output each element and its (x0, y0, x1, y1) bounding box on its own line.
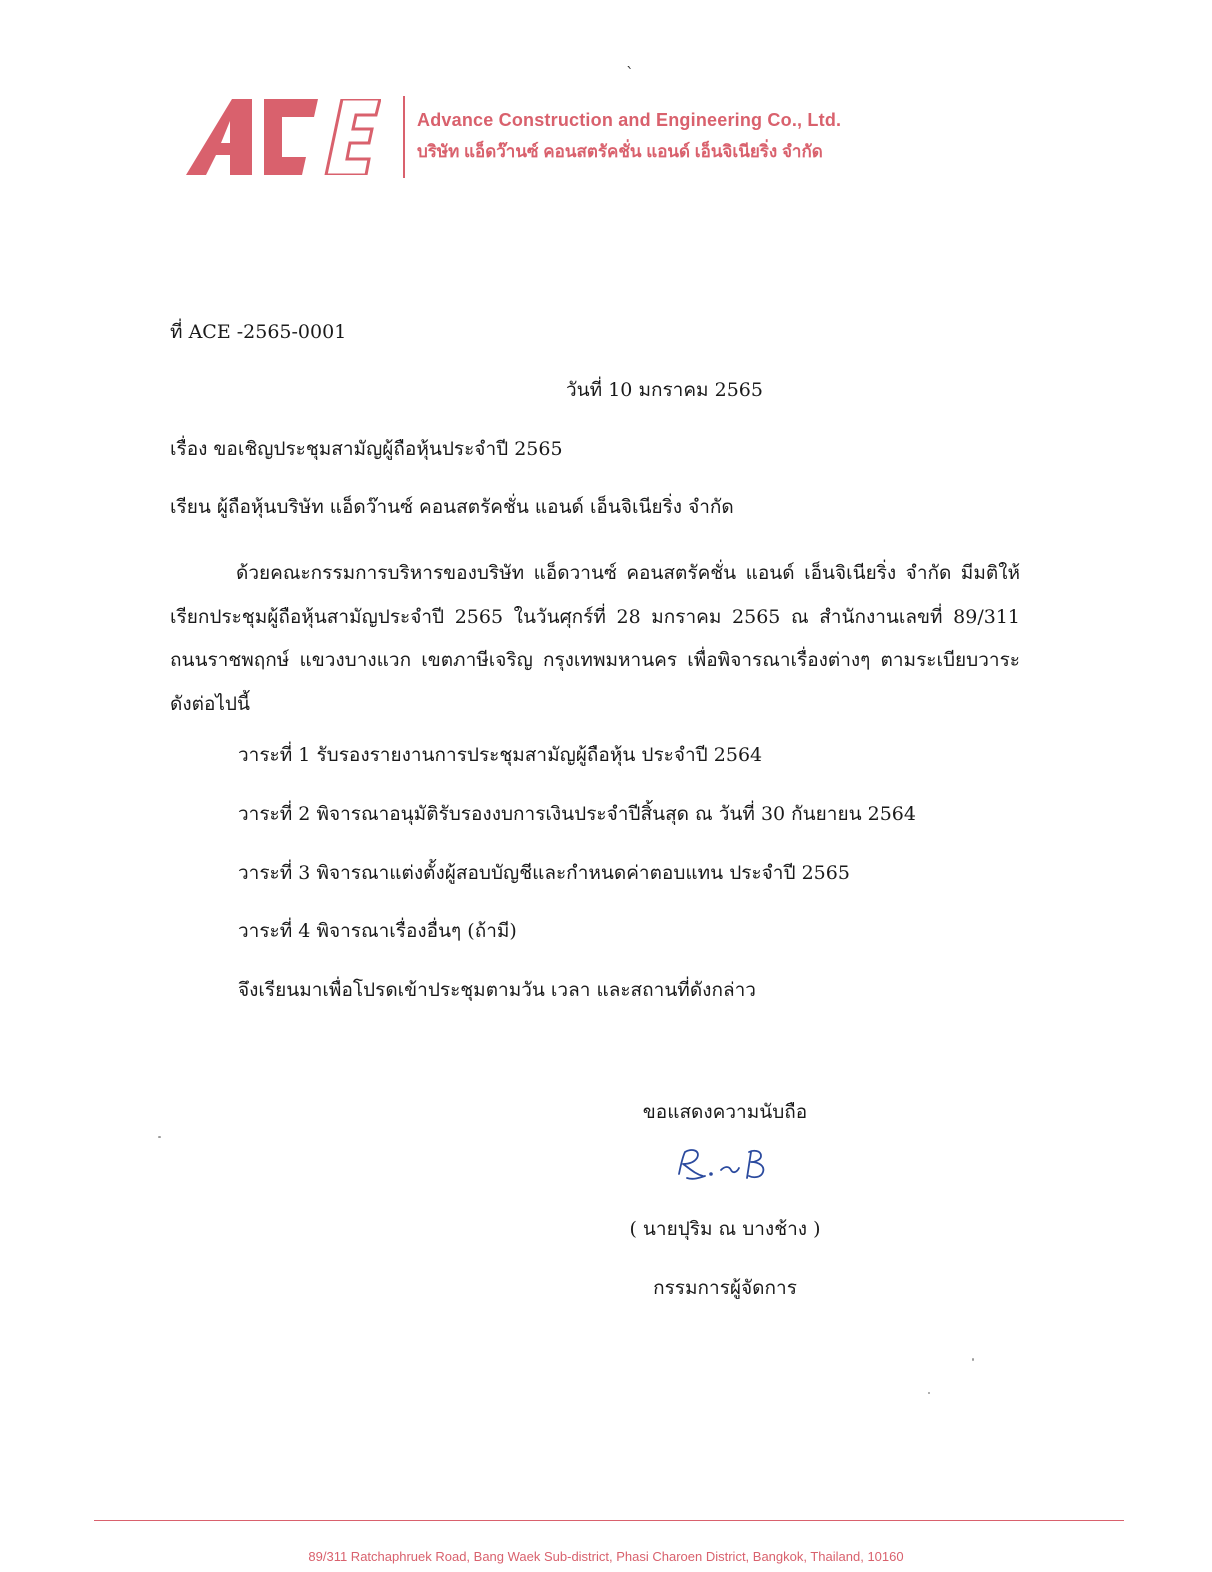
reference-number: ที่ ACE -2565-0001 (170, 321, 347, 343)
agenda-item: วาระที่ 3 พิจารณาแต่งตั้งผู้สอบบัญชีและกำหนดค่าตอบแทน ประจำปี 2565 (238, 862, 850, 884)
footer-address: 89/311 Ratchaphruek Road, Bang Waek Sub-district, Phasi Charoen District, Bangkok, Thailand, 10160 (308, 1549, 904, 1564)
signer-title: กรรมการผู้จัดการ (653, 1277, 797, 1299)
agenda-item: วาระที่ 2 พิจารณาอนุมัติรับรองงบการเงินประจำปีสิ้นสุด ณ วันที่ 30 กันยายน 2564 (238, 803, 916, 825)
footer-divider (94, 1520, 1124, 1521)
handwritten-signature (600, 1140, 850, 1190)
letterhead-text (417, 110, 841, 165)
letterhead-divider (403, 96, 405, 178)
company-name-th: บริษัท แอ็ดว๊านซ์ คอนสตรัคชั่น แอนด์ เอ็นจิเนียริ่ง จำกัด (417, 141, 823, 161)
complimentary-close: ขอแสดงความนับถือ (642, 1101, 808, 1123)
body-text: ด้วยคณะกรรมการบริหารของบริษัท แอ็ดวานซ์ คอนสตรัคชั่น แอนด์ เอ็นจิเนียริ่ง จำกัด มีมติให้เรียกประชุมผู้ถือหุ้นสามัญประจำปี 2565 ในวันศุกร์ที่ 28 มกราคม 2565 ณ สำนักงานเลขที่ 89/311 ถนนราชพฤกษ์ แขวงบางแวก เขตภาษีเจริญ กรุงเทพมหานคร เพื่อพิจารณาเรื่องต่างๆ ตามระเบียบวาระดังต่อไปนี้ (170, 562, 1020, 715)
signer-name: ( นายปุริม ณ บางช้าง ) (629, 1218, 821, 1240)
stray-mark: ˋ (626, 64, 634, 83)
signature-icon (665, 1140, 785, 1190)
agenda-item: วาระที่ 4 พิจารณาเรื่องอื่นๆ (ถ้ามี) (238, 920, 517, 942)
letterhead (186, 92, 841, 182)
scan-speck (928, 1392, 930, 1394)
letter-date: วันที่ 10 มกราคม 2565 (566, 379, 763, 401)
company-name-en: Advance Construction and Engineering Co., Ltd. (417, 109, 842, 130)
letter-subject: เรื่อง ขอเชิญประชุมสามัญผู้ถือหุ้นประจำปี 2565 (170, 438, 563, 460)
ace-logo (186, 99, 381, 175)
letter-recipient: เรียน ผู้ถือหุ้นบริษัท แอ็ดว๊านซ์ คอนสตรัคชั่น แอนด์ เอ็นจิเนียริ่ง จำกัด (170, 496, 734, 518)
body-paragraph (170, 552, 1020, 726)
scan-speck (158, 1136, 161, 1138)
agenda-item: วาระที่ 1 รับรองรายงานการประชุมสามัญผู้ถือหุ้น ประจำปี 2564 (238, 744, 763, 766)
scan-speck (972, 1358, 974, 1361)
closing-sentence: จึงเรียนมาเพื่อโปรดเข้าประชุมตามวัน เวลา และสถานที่ดังกล่าว (238, 979, 756, 1001)
